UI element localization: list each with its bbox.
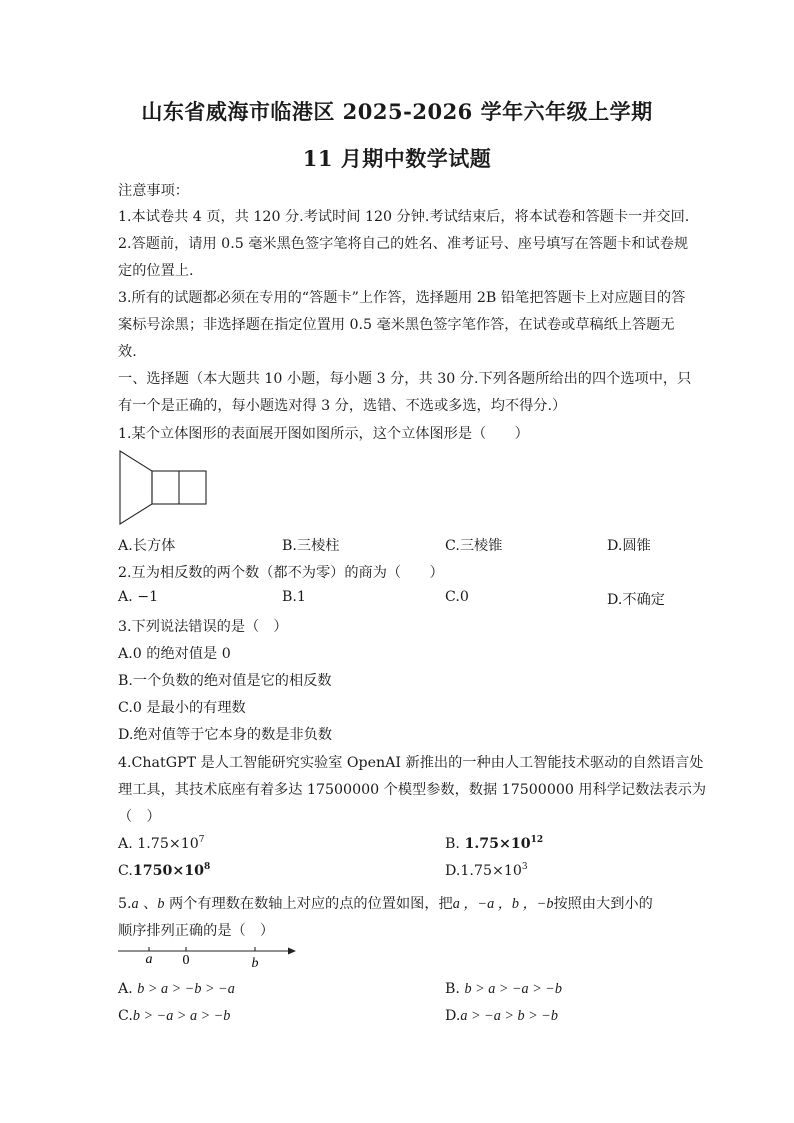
question-4-stem-line-3: （ ）	[118, 809, 161, 825]
label-b: b	[251, 956, 259, 970]
question-3-stem: 3.下列说法错误的是（ ）	[118, 619, 288, 635]
q2-option-a: A. −1	[118, 589, 159, 605]
question-2-stem: 2.互为相反数的两个数（都不为零）的商为（ ）	[118, 565, 444, 581]
q1-option-d: D.圆锥	[607, 538, 651, 554]
q4-option-b: B. $1.75\times 10^{12}$	[445, 835, 544, 852]
notice-line-3: 定的位置上.	[118, 263, 194, 279]
q2-option-b: B.1	[282, 589, 306, 605]
notice-line-1: 1.本试卷共 4 页，共 120 分.考试时间 120 分钟.考试结束后，将本试卷和答题卡一并交回.	[118, 209, 690, 225]
exam-title-line2: 11 月期中数学试题	[302, 146, 492, 171]
q5-option-d: D.a > −a > b > −b	[445, 1008, 558, 1024]
section-heading-line-1: 一、选择题（本大题共 10 小题，每小题 3 分，共 30 分.下列各题所给出的四个选项中，只	[118, 371, 692, 387]
q3-option-d: D.绝对值等于它本身的数是非负数	[118, 727, 333, 743]
notice-line-4: 3.所有的试题都必须在专用的“答题卡”上作答，选择题用 2B 铅笔把答题卡上对应题目的答	[118, 290, 686, 306]
number-line-arrow	[288, 948, 296, 955]
q5-option-c: C.b > −a > a > −b	[118, 1008, 231, 1024]
notice-line-5: 案标号涂黑；非选择题在指定位置用 0.5 毫米黑色签字笔作答，在试卷或草稿纸上答题无	[118, 317, 675, 333]
number-line	[116, 942, 306, 970]
notice-line-6: 效.	[118, 344, 137, 360]
net-diagram	[118, 449, 210, 527]
label-a: a	[145, 952, 153, 967]
label-zero: 0	[182, 953, 190, 968]
q3-option-c: C.0 是最小的有理数	[118, 700, 246, 716]
notice-heading: 注意事项：	[118, 183, 189, 199]
question-5-stem-line-1: 5.a 、b 两个有理数在数轴上对应的点的位置如图，把a ，−a ，b ，−b按照由大到小的	[118, 896, 653, 912]
q1-option-b: B.三棱柱	[282, 538, 340, 554]
notice-line-2: 2.答题前，请用 0.5 毫米黑色签字笔将自己的姓名、准考证号、座号填写在答题卡和试卷规	[118, 236, 689, 252]
q4-option-c: $C.1750\times 10^8$	[118, 862, 211, 879]
q4-option-d: $D.1.75\times 10^3$	[445, 862, 528, 879]
question-5-stem-line-2: 顺序排列正确的是（ ）	[118, 923, 275, 939]
net-trapezoid-face	[120, 451, 152, 524]
q2-option-d: D.不确定	[607, 592, 665, 608]
q5-option-a: A. b > a > −b > −a	[118, 981, 235, 997]
q4-option-a: A. $1.75\times 10^7$	[118, 835, 205, 852]
q5-option-b: B. b > a > −a > −b	[445, 981, 562, 997]
section-heading-line-2: 有一个是正确的，每小题选对得 3 分，选错、不选或多选，均不得分.）	[118, 398, 567, 414]
question-1-stem: 1.某个立体图形的表面展开图如图所示，这个立体图形是（ ）	[118, 426, 529, 442]
question-4-stem-line-2: 理工具，其技术底座有着多达 17500000 个模型参数，数据 17500000 用科学记数法表示为	[118, 782, 707, 798]
exam-title-line1: 山东省威海市临港区 2025-2026 学年六年级上学期	[141, 99, 653, 124]
question-4-stem-line-1: 4.ChatGPT 是人工智能研究实验室 OpenAI 新推出的一种由人工智能技术驱动的自然语言处	[118, 755, 704, 771]
q3-option-a: A.0 的绝对值是 0	[118, 646, 231, 662]
q3-option-b: B.一个负数的绝对值是它的相反数	[118, 673, 332, 689]
q2-option-c: C.0	[445, 589, 469, 605]
q1-option-c: C.三棱锥	[445, 538, 503, 554]
q1-option-a: A.长方体	[118, 538, 176, 554]
